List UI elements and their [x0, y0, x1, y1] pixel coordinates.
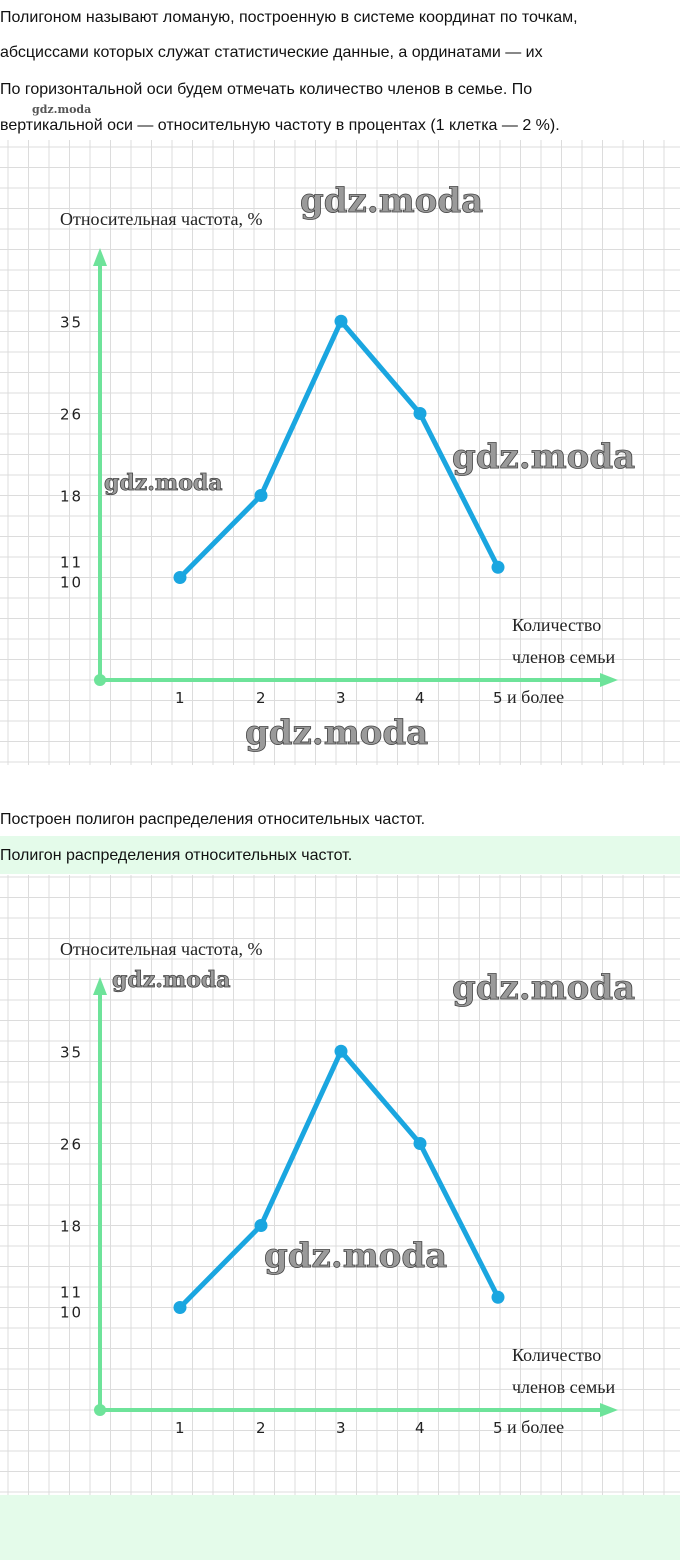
y-axis-arrow	[93, 248, 107, 266]
y-axis-title: Относительная частота, %	[60, 209, 263, 229]
y-tick-label-35: 35	[60, 313, 84, 332]
answer-band-bottom	[0, 1495, 680, 1560]
x-axis-title-line-1: Количество	[512, 1345, 602, 1365]
origin-dot	[94, 674, 106, 686]
y-tick-label-18: 18	[60, 1217, 84, 1236]
x-tick-label-4: 4	[415, 689, 425, 707]
intro-line-1: Полигоном называют ломаную, построенную в системе координат по точкам,	[0, 9, 578, 26]
y-tick-label-35: 35	[60, 1043, 84, 1062]
watermark-2: gdz.moda	[452, 968, 636, 1008]
watermark-small: gdz.moda	[32, 103, 92, 116]
x-tick-label-2: 2	[256, 689, 266, 707]
data-point-4	[414, 407, 427, 420]
data-point-5	[492, 1291, 505, 1304]
x-tick-label-3: 3	[336, 689, 346, 707]
intro-line-4: вертикальной оси — относительную частоту в процентах (1 клетка — 2 %).	[0, 117, 560, 134]
data-point-2	[255, 1219, 268, 1232]
caption-1: Построен полигон распределения относительных частот.	[0, 811, 426, 828]
data-point-1	[174, 571, 187, 584]
y-tick-label-11: 11	[60, 553, 84, 572]
intro-line-2: абсциссами которых служат статистические данные, а ординатами — их	[0, 44, 543, 61]
watermark-2: gdz.moda	[452, 437, 636, 477]
data-point-5	[492, 561, 505, 574]
x-tick-label-3: 3	[336, 1419, 346, 1437]
x-tick-label-1: 1	[175, 689, 185, 707]
chart-2	[0, 875, 680, 1495]
y-tick-label-10: 10	[60, 1303, 84, 1322]
x-axis-title-line-1: Количество	[512, 615, 602, 635]
x-tick-label-5: 5 и более	[493, 1417, 565, 1437]
x-axis-arrow	[600, 1403, 618, 1417]
intro-line-3: По горизонтальной оси будем отмечать количество членов в семье. По	[0, 81, 533, 98]
data-point-3	[335, 1045, 348, 1058]
watermark-3: gdz.moda	[264, 1236, 448, 1276]
watermark-3: gdz.moda	[104, 470, 223, 496]
y-tick-label-11: 11	[60, 1283, 84, 1302]
data-point-4	[414, 1137, 427, 1150]
x-tick-label-4: 4	[415, 1419, 425, 1437]
watermark-1: gdz.moda	[300, 181, 484, 221]
data-point-2	[255, 489, 268, 502]
y-tick-label-26: 26	[60, 405, 84, 424]
y-tick-label-18: 18	[60, 487, 84, 506]
x-tick-label-2: 2	[256, 1419, 266, 1437]
origin-dot	[94, 1404, 106, 1416]
x-axis-arrow	[600, 673, 618, 687]
series-line	[180, 321, 498, 577]
watermark-4: gdz.moda	[245, 713, 429, 753]
y-axis-title: Относительная частота, %	[60, 939, 263, 959]
chart-1-svg	[0, 140, 680, 765]
x-axis-title-line-2: членов семьи	[512, 1377, 616, 1397]
data-point-1	[174, 1301, 187, 1314]
y-tick-label-26: 26	[60, 1135, 84, 1154]
watermark-1: gdz.moda	[112, 967, 231, 993]
x-tick-label-1: 1	[175, 1419, 185, 1437]
x-tick-label-5: 5 и более	[493, 687, 565, 707]
chart-1	[0, 140, 680, 765]
y-tick-label-10: 10	[60, 573, 84, 592]
caption-2: Полигон распределения относительных частот.	[0, 847, 353, 864]
x-axis-title-line-2: членов семьи	[512, 647, 616, 667]
data-point-3	[335, 315, 348, 328]
chart-2-svg	[0, 875, 680, 1495]
